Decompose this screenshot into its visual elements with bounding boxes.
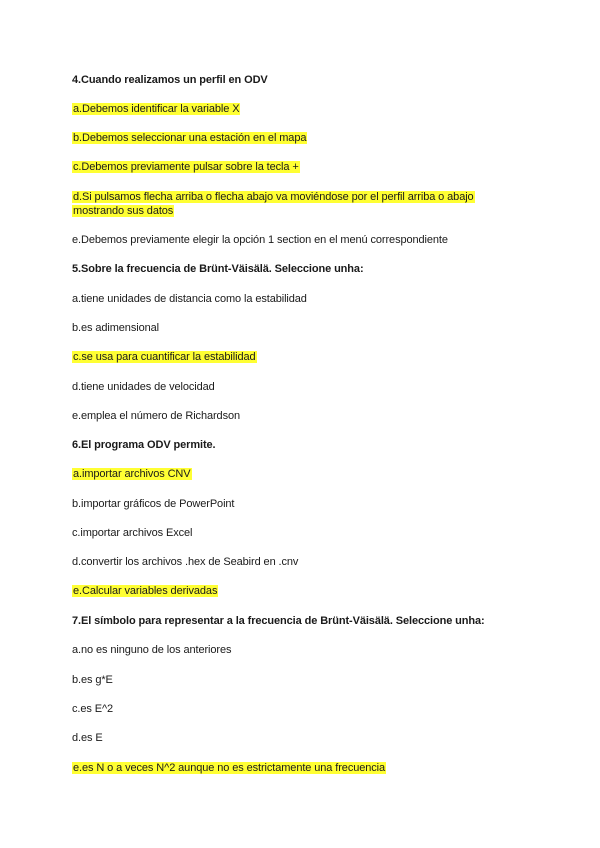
question-4-option-a: a.Debemos identificar la variable X <box>73 103 240 115</box>
question-7-option-c: c.es E^2 <box>72 703 114 715</box>
question-7-option-a: a.no es ninguno de los anteriores <box>72 644 232 656</box>
question-6-option-e: e.Calcular variables derivadas <box>73 585 218 597</box>
question-5-option-a: a.tiene unidades de distancia como la estabilidad <box>72 293 307 305</box>
question-5-option-e: e.emplea el número de Richardson <box>72 410 241 422</box>
question-6-option-d: d.convertir los archivos .hex de Seabird en .cnv <box>72 556 299 568</box>
question-5-option-b: b.es adimensional <box>72 322 159 334</box>
question-7-option-d: d.es E <box>72 732 103 744</box>
question-6-option-c: c.importar archivos Excel <box>72 527 193 539</box>
question-6-title: 6.El programa ODV permite. <box>72 439 216 451</box>
question-7-option-e: e.es N o a veces N^2 aunque no es estrictamente una frecuencia <box>73 762 386 774</box>
question-4-title: 4.Cuando realizamos un perfil en ODV <box>72 74 268 86</box>
question-6-option-a: a.importar archivos CNV <box>73 468 191 480</box>
question-4-option-c: c.Debemos previamente pulsar sobre la tecla + <box>73 161 299 173</box>
question-4-option-d: d.Si pulsamos flecha arriba o flecha abajo va moviéndose por el perfil arriba o abajo mostrando sus datos <box>73 191 474 217</box>
question-7-title: 7.El símbolo para representar a la frecuencia de Brünt-Väisälä. Seleccione unha: <box>72 615 485 627</box>
question-7-option-b: b.es g*E <box>72 674 113 686</box>
question-6-option-b: b.importar gráficos de PowerPoint <box>72 498 235 510</box>
question-5-option-c: c.se usa para cuantificar la estabilidad <box>73 351 256 363</box>
question-5-option-d: d.tiene unidades de velocidad <box>72 381 215 393</box>
question-4-option-b: b.Debemos seleccionar una estación en el mapa <box>73 132 307 144</box>
question-5-title: 5.Sobre la frecuencia de Brünt-Väisälä. Seleccione unha: <box>72 263 364 275</box>
question-4-option-e: e.Debemos previamente elegir la opción 1 section en el menú correspondiente <box>72 234 448 246</box>
